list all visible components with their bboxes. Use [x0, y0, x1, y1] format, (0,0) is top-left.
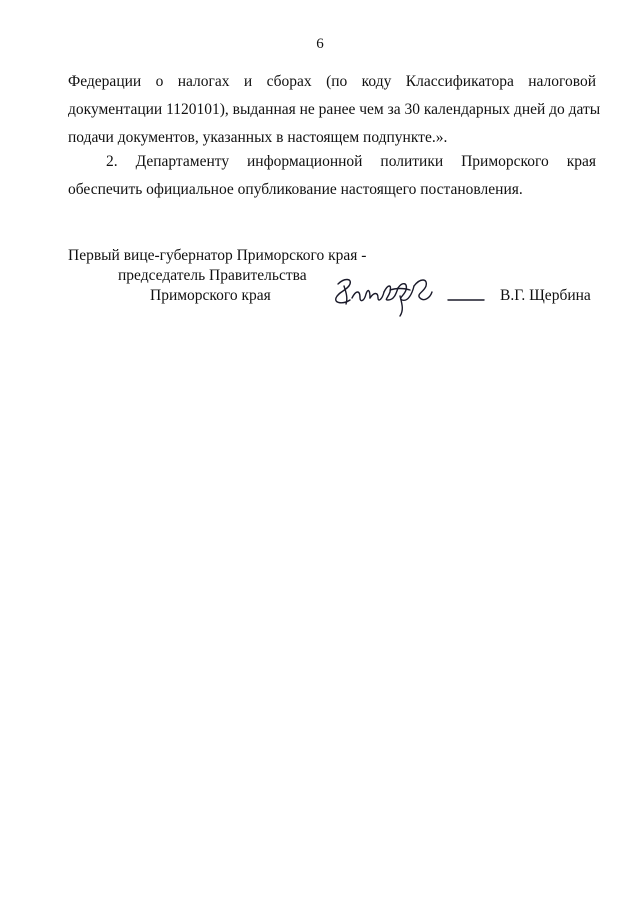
text-line: 2. Департаменту информационной политики Приморского края [106, 153, 596, 170]
signatory-title-line-3: Приморского края [150, 287, 271, 304]
signatory-title-line-2: председатель Правительства [118, 267, 307, 284]
paragraph-continuation [68, 68, 601, 152]
text-line: документации 1120101), выданная не ранее чем за 30 календарных дней до даты [68, 101, 601, 118]
signatory-name: В.Г. Щербина [500, 287, 591, 304]
page-number: 6 [316, 36, 324, 52]
text-line: Федерации о налогах и сборах (по коду Классификатора налоговой [68, 73, 596, 90]
signatory-title-line-1: Первый вице-губернатор Приморского края - [68, 247, 367, 264]
text-line: обеспечить официальное опубликование настоящего постановления. [68, 181, 523, 198]
paragraph-item-2 [68, 148, 596, 204]
handwritten-signature [330, 270, 490, 320]
text-line: подачи документов, указанных в настоящем подпункте.». [68, 129, 448, 146]
